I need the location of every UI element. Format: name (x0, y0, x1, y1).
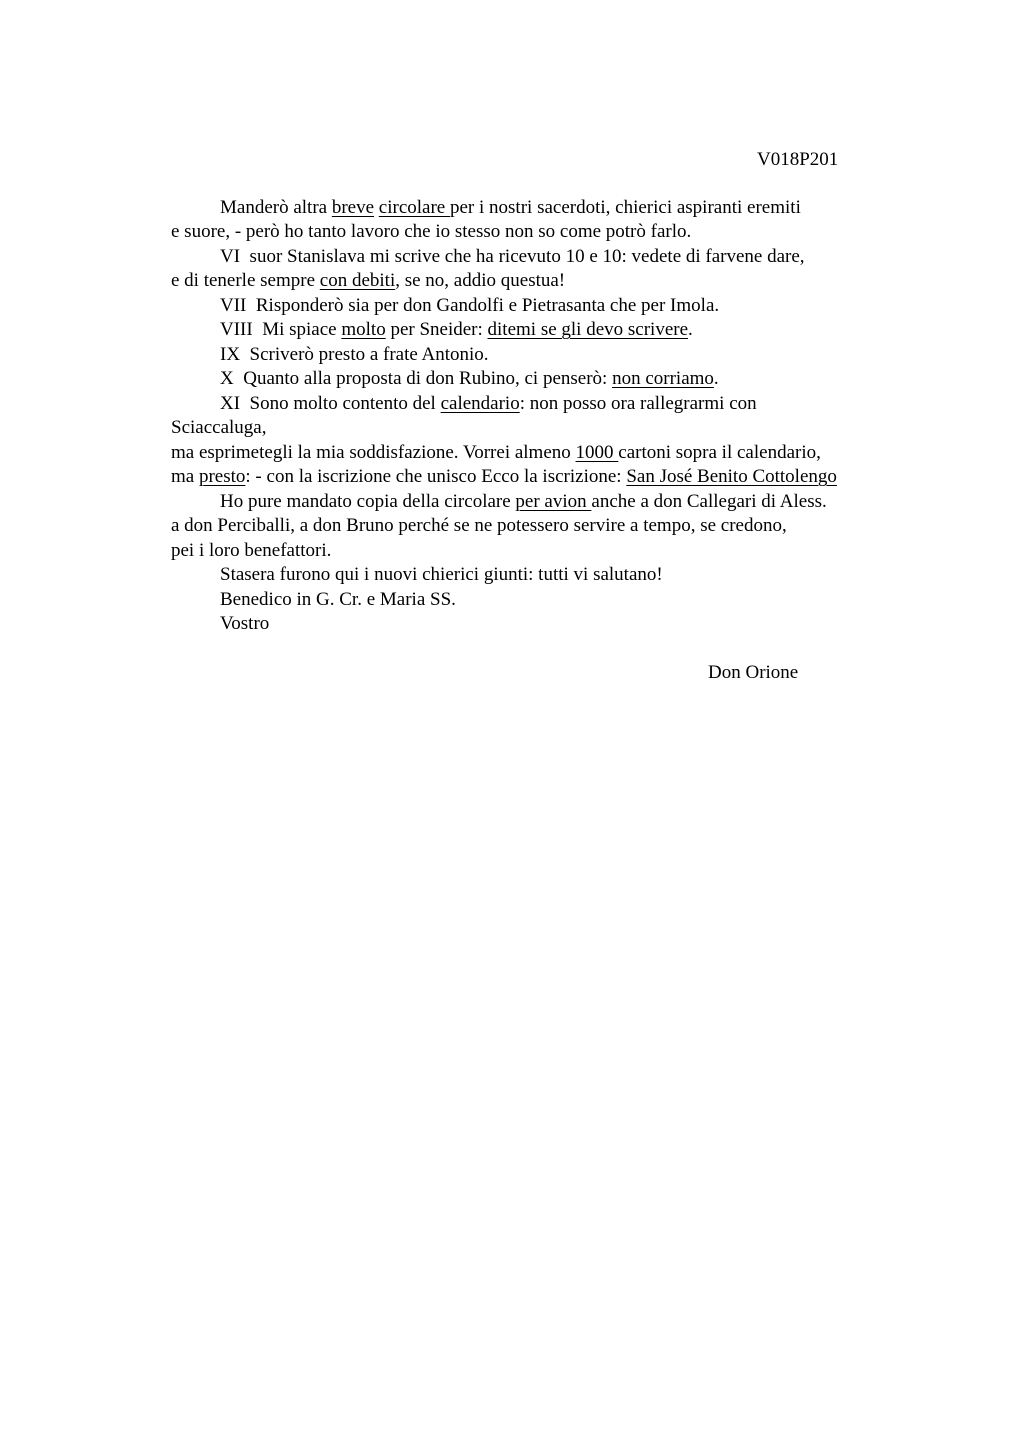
letter-line-12: ma presto: - con la iscrizione che unisco Ecco la iscrizione: San José Benito Cottolengo (171, 466, 837, 487)
underlined-word: calendario (440, 393, 520, 414)
underlined-word: ditemi se gli devo scrivere (487, 319, 689, 340)
letter-line-17: Benedico in G. Cr. e Maria SS. (220, 589, 456, 610)
letter-line-16: Stasera furono qui i nuovi chierici giunti: tutti vi salutano! (220, 564, 663, 585)
letter-line-3: VI suor Stanislava mi scrive che ha ricevuto 10 e 10: vedete di farvene dare, (220, 246, 805, 267)
letter-line-7: IX Scriverò presto a frate Antonio. (220, 344, 489, 365)
underlined-word: circolare (378, 197, 450, 218)
underlined-word: per avion (515, 491, 592, 512)
letter-line-4: e di tenerle sempre con debiti, se no, addio questua! (171, 270, 566, 291)
letter-line-14: a don Perciballi, a don Bruno perché se ne potessero servire a tempo, se credono, (171, 515, 787, 536)
letter-line-8: X Quanto alla proposta di don Rubino, ci penserò: non corriamo. (220, 368, 719, 389)
letter-line-2: e suore, - però ho tanto lavoro che io stesso non so come potrò farlo. (171, 221, 692, 242)
underlined-word: San José Benito Cottolengo (626, 466, 837, 487)
document-code: V018P201 (757, 149, 839, 170)
underlined-word: breve (331, 197, 375, 218)
letter-line-13: Ho pure mandato copia della circolare per avion anche a don Callegari di Aless. (220, 491, 827, 512)
underlined-word: presto (198, 466, 246, 487)
letter-line-6: VIII Mi spiace molto per Sneider: ditemi se gli devo scrivere. (220, 319, 693, 340)
signature: Don Orione (708, 662, 799, 683)
letter-line-1: Manderò altra breve circolare per i nostri sacerdoti, chierici aspiranti eremiti (220, 197, 801, 218)
underlined-word: non corriamo (612, 368, 714, 389)
letter-closing: Vostro (220, 613, 270, 634)
underlined-word: molto (341, 319, 386, 340)
letter-line-5: VII Risponderò sia per don Gandolfi e Pietrasanta che per Imola. (220, 295, 720, 316)
underlined-word: con debiti (319, 270, 396, 291)
letter-line-15: pei i loro benefattori. (171, 540, 332, 561)
underlined-word: 1000 (575, 442, 619, 463)
letter-line-10: Sciaccaluga, (171, 417, 267, 438)
letter-line-9: XI Sono molto contento del calendario: non posso ora rallegrarmi con (220, 393, 757, 414)
letter-line-11: ma esprimetegli la mia soddisfazione. Vorrei almeno 1000 cartoni sopra il calendario, (171, 442, 821, 463)
